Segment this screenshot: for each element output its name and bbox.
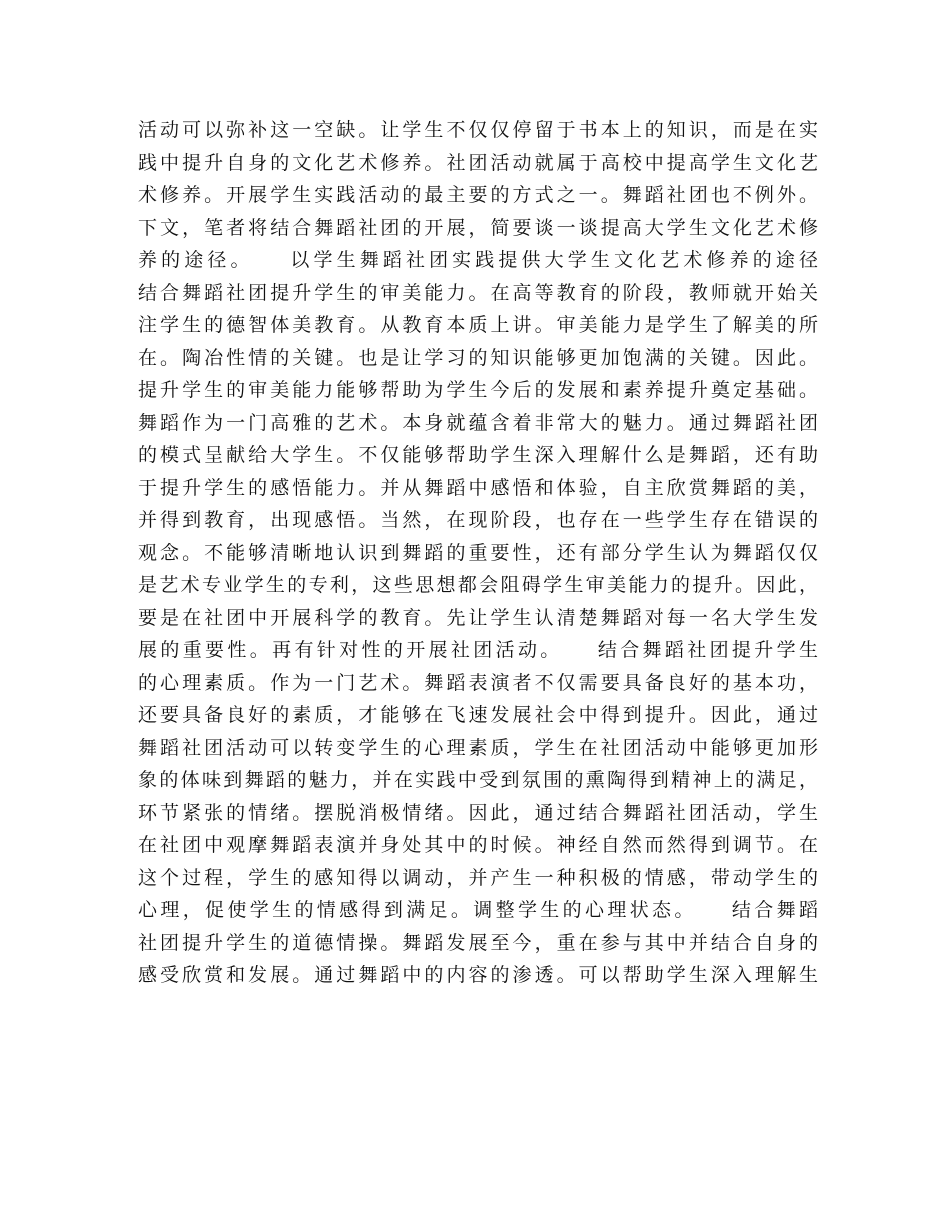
text-line: 养的途径。 以学生舞蹈社团实践提供大学生文化艺术修养的途径 <box>138 249 818 271</box>
text-line: 术修养。开展学生实践活动的最主要的方式之一。舞蹈社团也不例外。 <box>138 184 818 206</box>
text-line: 要是在社团中开展科学的教育。先让学生认清楚舞蹈对每一名大学生发 <box>138 606 818 629</box>
text-line: 的心理素质。作为一门艺术。舞蹈表演者不仅需要具备良好的基本功， <box>138 671 818 694</box>
text-line: 观念。不能够清晰地认识到舞蹈的重要性，还有部分学生认为舞蹈仅仅 <box>138 541 818 564</box>
text-line: 下文，笔者将结合舞蹈社团的开展，简要谈一谈提高大学生文化艺术修 <box>138 216 818 239</box>
text-line: 象的体味到舞蹈的魅力，并在实践中受到氛围的熏陶得到精神上的满足， <box>138 769 818 791</box>
text-line: 感受欣赏和发展。通过舞蹈中的内容的渗透。可以帮助学生深入理解生 <box>138 964 818 986</box>
text-line: 并得到教育，出现感悟。当然，在现阶段，也存在一些学生存在错误的 <box>138 509 818 531</box>
text-line: 在。陶冶性情的关键。也是让学习的知识能够更加饱满的关键。因此。 <box>138 346 818 369</box>
text-line: 结合舞蹈社团提升学生的审美能力。在高等教育的阶段，教师就开始关 <box>138 281 818 304</box>
body-text <box>138 114 818 992</box>
text-line: 社团提升学生的道德情操。舞蹈发展至今，重在参与其中并结合自身的 <box>138 931 818 954</box>
text-line: 舞蹈作为一门高雅的艺术。本身就蕴含着非常大的魅力。通过舞蹈社团 <box>138 411 818 434</box>
text-line: 提升学生的审美能力能够帮助为学生今后的发展和素养提升奠定基础。 <box>138 379 818 401</box>
text-line: 注学生的德智体美教育。从教育本质上讲。审美能力是学生了解美的所 <box>138 314 818 336</box>
text-line: 是艺术专业学生的专利，这些思想都会阻碍学生审美能力的提升。因此， <box>138 574 818 596</box>
text-line: 践中提升自身的文化艺术修养。社团活动就属于高校中提高学生文化艺 <box>138 151 818 174</box>
text-line: 于提升学生的感悟能力。并从舞蹈中感悟和体验，自主欣赏舞蹈的美， <box>138 476 818 499</box>
text-line: 展的重要性。再有针对性的开展社团活动。 结合舞蹈社团提升学生 <box>138 639 818 661</box>
text-line: 在社团中观摩舞蹈表演并身处其中的时候。神经自然而然得到调节。在 <box>138 834 818 856</box>
text-line: 还要具备良好的素质，才能够在飞速发展社会中得到提升。因此，通过 <box>138 704 818 726</box>
text-line: 活动可以弥补这一空缺。让学生不仅仅停留于书本上的知识，而是在实 <box>138 119 818 141</box>
text-line: 这个过程，学生的感知得以调动，并产生一种积极的情感，带动学生的 <box>138 866 818 889</box>
text-line: 舞蹈社团活动可以转变学生的心理素质，学生在社团活动中能够更加形 <box>138 736 818 759</box>
text-line: 的模式呈献给大学生。不仅能够帮助学生深入理解什么是舞蹈，还有助 <box>138 444 818 466</box>
text-line: 环节紧张的情绪。摆脱消极情绪。因此，通过结合舞蹈社团活动，学生 <box>138 801 818 824</box>
text-line: 心理，促使学生的情感得到满足。调整学生的心理状态。 结合舞蹈 <box>138 899 818 921</box>
